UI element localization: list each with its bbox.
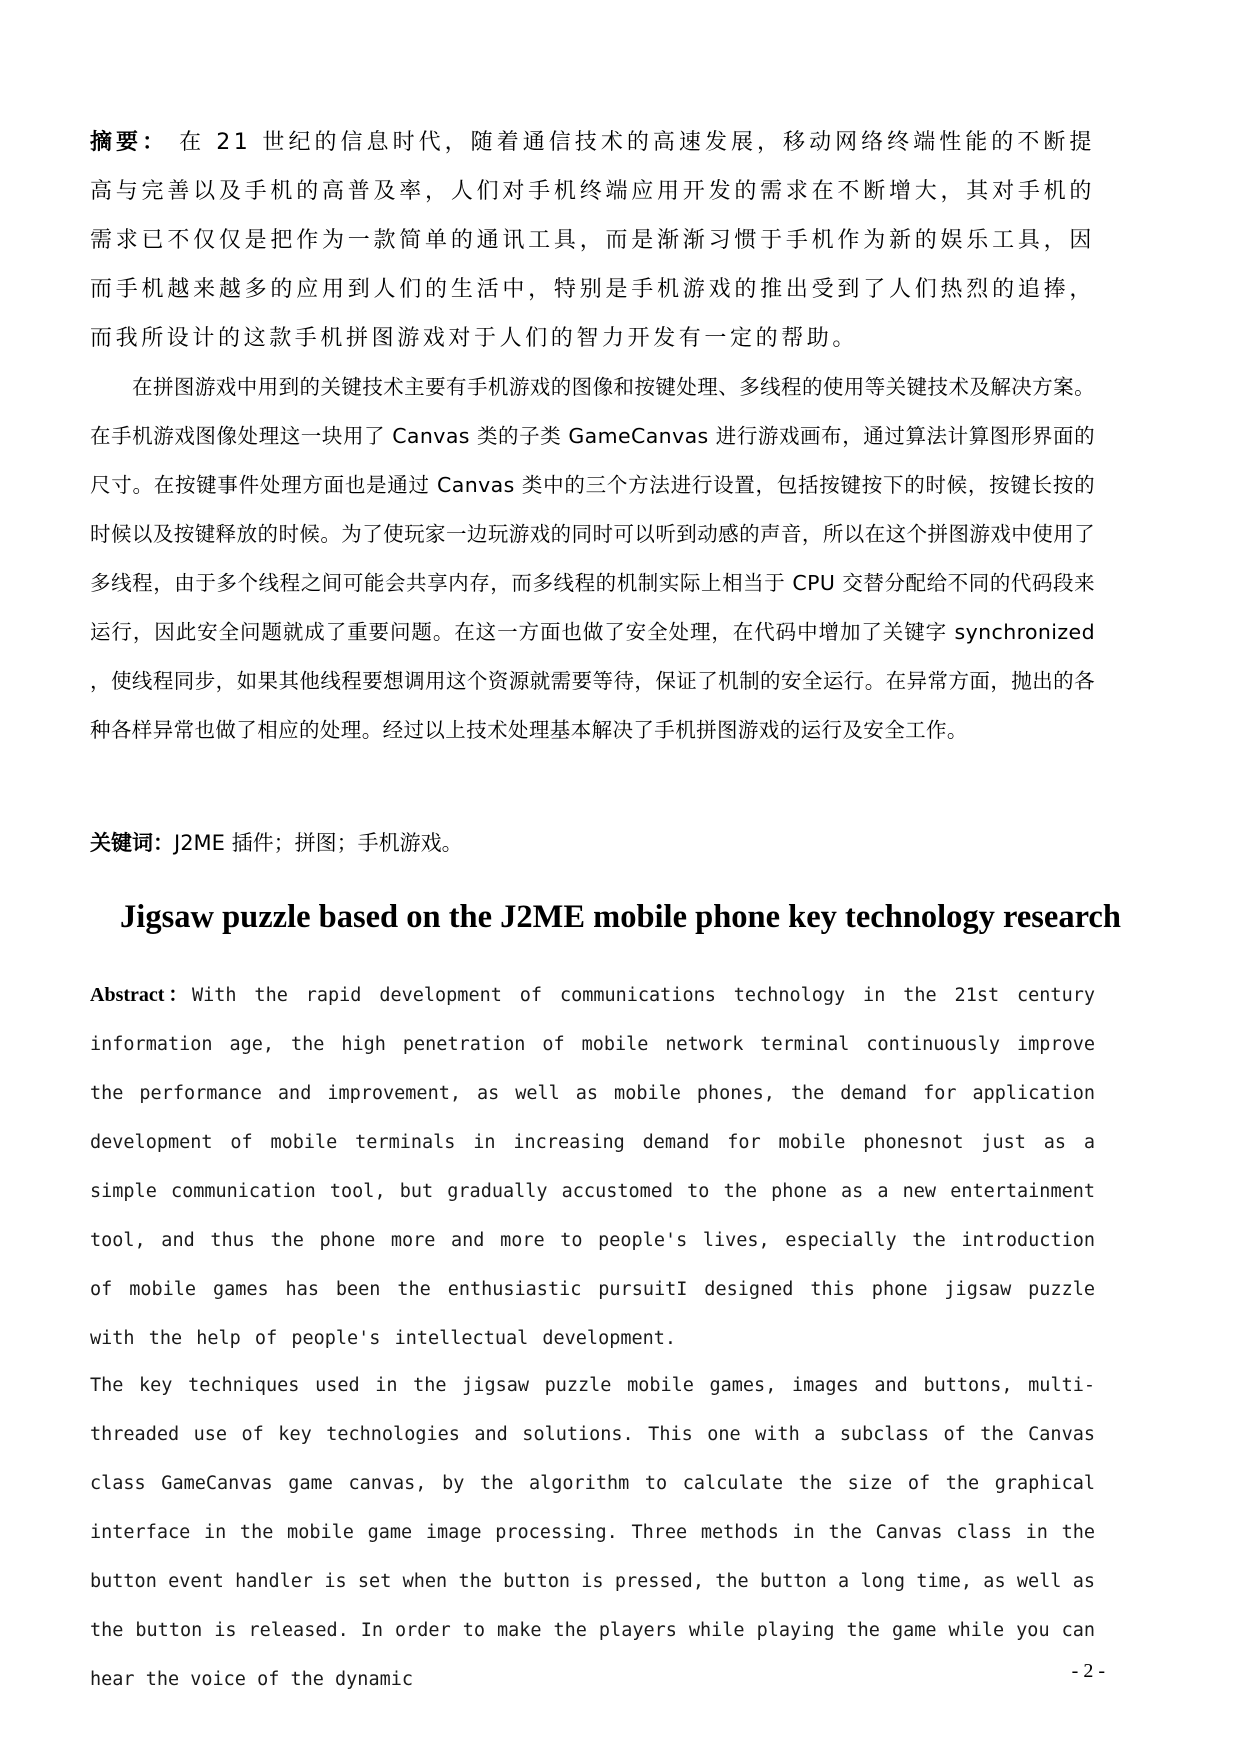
- english-abstract-text: With the rapid development of communications technology in the 21st century information age, the high penetration of mobile network terminal continuously improve the performance and improvement, as well as mobile phones, the demand for application development of mobile terminals in increasing demand for mobile phonesnot just as a simple communication tool, but gradually accustomed to the phone as a new entertainment tool, and thus the phone more and more to people's lives, especially the introduction of mobile games has been the enthusiastic pursuitI designed this phone jigsaw puzzle with the help of people's intellectual development.: [90, 985, 1096, 1349]
- keywords-label: 关键词：: [90, 831, 174, 855]
- chinese-abstract: [90, 118, 1095, 363]
- chinese-body-text: 在拼图游戏中用到的关键技术主要有手机游戏的图像和按键处理、多线程的使用等关键技术及解决方案。在手机游戏图像处理这一块用了 Canvas 类的子类 GameCanvas 进行游戏画布，通过算法计算图形界面的尺寸。在按键事件处理方面也是通过 Canvas 类中的三个方法进行设置，包括按键按下的时候，按键长按的时候以及按键释放的时候。为了使玩家一边玩游戏的同时可以听到动感的声音，所以在这个拼图游戏中使用了多线程，由于多个线程之间可能会共享内存，而多线程的机制实际上相当于 CPU 交替分配给不同的代码段来运行，因此安全问题就成了重要问题。在这一方面也做了安全处理，在代码中增加了关键字 synchronized ，使线程同步，如果其他线程要想调用这个资源就需要等待，保证了机制的安全运行。在异常方面，抛出的各种各样异常也做了相应的处理。经过以上技术处理基本解决了手机拼图游戏的运行及安全工作。: [90, 375, 1095, 742]
- english-abstract: [90, 971, 1095, 1363]
- english-title: Jigsaw puzzle based on the J2ME mobile phone key technology research: [120, 899, 1121, 935]
- english-abstract-label: Abstract：: [90, 984, 192, 1006]
- chinese-abstract-label: 摘要：: [90, 130, 169, 155]
- page-number: - 2 -: [1071, 1660, 1105, 1682]
- chinese-body-paragraph: [90, 363, 1095, 755]
- english-body-text: The key techniques used in the jigsaw puzzle mobile games, images and buttons, multi-threaded use of key technologies and solutions. This one with a subclass of the Canvas class GameCanvas game canvas, by the algorithm to calculate the size of the graphical interface in the mobile game image processing. Three methods in the Canvas class in the button event handler is set when the button is pressed, the button a long time, as well as the button is released. In order to make the players while playing the game while you can hear the voice of the dynamic: [90, 1375, 1095, 1690]
- english-body-paragraph: [90, 1361, 1095, 1704]
- keywords-text: J2ME 插件；拼图；手机游戏。: [174, 831, 463, 855]
- chinese-keywords: [90, 823, 463, 863]
- chinese-abstract-text: 在 21 世纪的信息时代，随着通信技术的高速发展，移动网络终端性能的不断提高与完善以及手机的高普及率，人们对手机终端应用开发的需求在不断增大，其对手机的需求已不仅仅是把作为一款简单的通讯工具，而是渐渐习惯于手机作为新的娱乐工具，因而手机越来越多的应用到人们的生活中，特别是手机游戏的推出受到了人们热烈的追捧，而我所设计的这款手机拼图游戏对于人们的智力开发有一定的帮助。: [90, 130, 1095, 351]
